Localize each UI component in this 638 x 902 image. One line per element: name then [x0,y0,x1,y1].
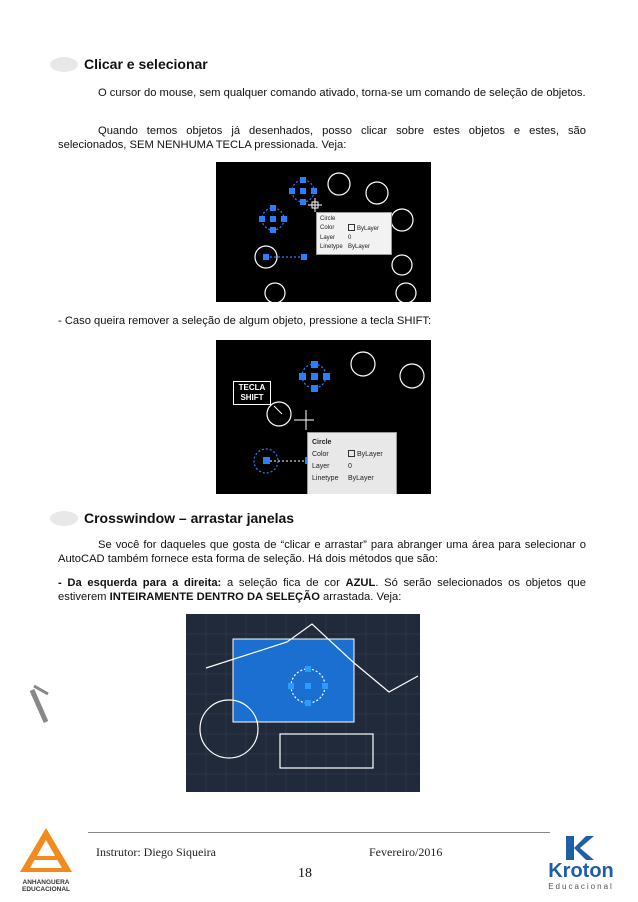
tooltip-key: Linetype [320,244,343,250]
tooltip-value: ByLayer [348,475,374,482]
bullet-icon [50,511,78,526]
shift-key-label: TECLA SHIFT [233,381,271,405]
tooltip-value: ByLayer [357,451,383,458]
section-heading-crosswindow [50,510,294,526]
tooltip-title: Circle [312,439,332,446]
tooltip-key: Layer [320,235,336,241]
footer-divider [88,832,550,833]
anhanguera-logo: ANHANGUERA EDUCACIONAL [18,826,74,896]
section-title: Crosswindow – arrastar janelas [84,510,295,526]
tooltip-value: ByLayer [357,226,380,232]
bullet-icon [50,57,78,72]
color-swatch-icon [348,450,355,457]
cad-screenshot-window [186,614,420,792]
caption-shift: - Caso queira remover a seleção de algum objeto, pressione a tecla SHIFT: [58,315,432,327]
paragraph: Se você for daqueles que gosta de “clicar e arrastar” para abranger uma área para selecionar o AutoCAD também fornece esta forma de seleção. Há dois métodos que são: [58,539,586,565]
tooltip-key: Color [312,451,329,458]
kroton-logo-icon [564,836,594,860]
section-heading-clicar [50,56,208,72]
paragraph-left-to-right: - Da esquerda para a direita: a seleção fica de cor AZUL. Só serão selecionados os objetos que estiverem INTEIRAMENTE DENTRO DA SELEÇÃO arrastada. Veja: [58,577,586,603]
object-tooltip [316,212,392,255]
footer-date: Fevereiro/2016 [369,845,443,859]
cad-screenshot-shift [216,340,431,494]
margin-scribble-icon [28,680,52,730]
cad-screenshot-selection [216,162,431,302]
paragraph: Quando temos objetos já desenhados, posso clicar sobre estes objetos e estes, são selecionados, SEM NENHUMA TECLA pressionada. Veja: [58,125,586,151]
tooltip-value: 0 [348,463,352,470]
cad-drawing [186,614,420,792]
kroton-logo: Kroton Educacional [540,836,622,892]
color-swatch-icon [348,224,355,231]
tooltip-value: ByLayer [348,244,371,250]
section-title: Clicar e selecionar [84,56,208,72]
page-number: 18 [298,866,312,881]
anhanguera-logo-icon [18,826,74,874]
paragraph: O cursor do mouse, sem qualquer comando ativado, torna-se um comando de seleção de objetos. [98,87,586,99]
footer-instructor: Instrutor: Diego Siqueira [96,845,216,859]
tooltip-title: Circle [320,216,336,222]
tooltip-key: Linetype [312,475,339,482]
tooltip-value: 0 [348,235,352,241]
object-tooltip [307,432,397,494]
tooltip-key: Layer [312,463,330,470]
tooltip-key: Color [320,225,335,231]
